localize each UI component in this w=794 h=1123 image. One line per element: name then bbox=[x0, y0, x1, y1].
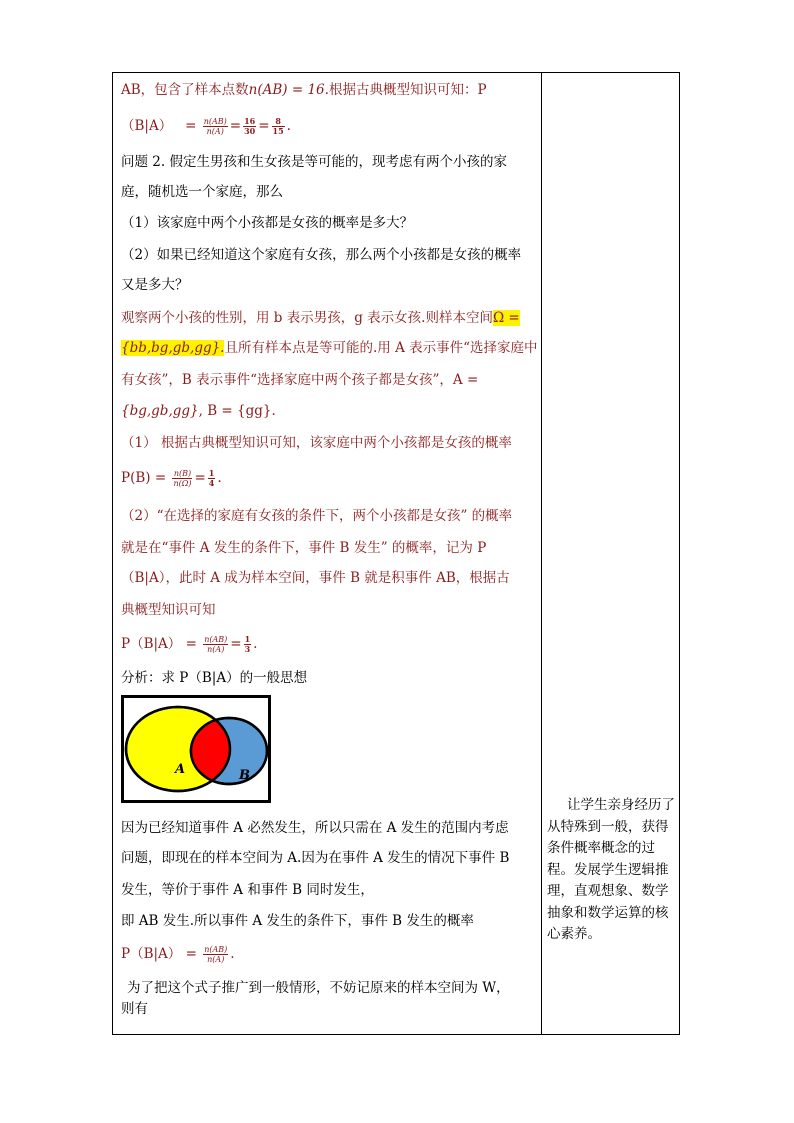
text: = bbox=[185, 118, 197, 134]
column-divider bbox=[541, 73, 542, 1034]
formula-line: （B|A） = $\frac{n(AB)}{n(A)}$ = $\frac{16}{30}$ = $\frac{8}{15}$ . bbox=[121, 116, 291, 136]
text: AB，包含了样本点数 bbox=[121, 82, 249, 98]
text-line bbox=[121, 402, 276, 420]
text-line: 问题 2. 假定生男孩和生女孩是等可能的，现考虑有两个小孩的家 bbox=[121, 154, 507, 170]
text: P(B) = bbox=[121, 470, 167, 486]
text-line: 典概型知识可知 bbox=[121, 602, 216, 618]
text-line: 又是多大？ bbox=[121, 277, 189, 293]
text-line: （2）“在选择的家庭有女孩的条件下，两个小孩都是女孩” 的概率 bbox=[121, 508, 513, 524]
formula-line: P（B|A） = $\frac{n(AB)}{n(A)}$ . bbox=[121, 945, 235, 964]
venn-diagram bbox=[121, 695, 271, 803]
lesson-table bbox=[112, 72, 680, 1035]
fraction: $\frac{1}{3}$ bbox=[244, 634, 251, 654]
text: .根据古典概型知识可知：P bbox=[324, 82, 487, 98]
text-line: 有女孩”，B 表示事件“选择家庭中两个孩子都是女孩”，A = bbox=[121, 372, 479, 388]
fraction: $\frac{n(AB)}{n(A)}$ bbox=[204, 945, 228, 964]
fraction: $\frac{1}{4}$ bbox=[208, 468, 215, 488]
highlight: Ω = bbox=[492, 310, 520, 326]
fraction: $\frac{16}{30}$ bbox=[244, 116, 256, 136]
text: , B = {gg}. bbox=[198, 403, 276, 419]
text: P（B|A） = bbox=[121, 946, 197, 962]
text-line: （1）该家庭中两个小孩都是女孩的概率是多大？ bbox=[121, 215, 414, 231]
formula-line: P（B|A） = $\frac{n(AB)}{n(A)}$ = $\frac{1}{3}$ . bbox=[121, 634, 258, 654]
fraction: $\frac{n(AB)}{n(A)}$ bbox=[204, 635, 228, 654]
text-line: （1） 根据古典概型知识可知，该家庭中两个小孩都是女孩的概率 bbox=[121, 435, 512, 451]
text-line: 因为已经知道事件 A 必然发生，所以只需在 A 发生的范围内考虑 bbox=[121, 820, 509, 836]
text-line: 庭，随机选一个家庭，那么 bbox=[121, 184, 283, 200]
text-line: 问题，即现在的样本空间为 A.因为在事件 A 发生的情况下事件 B bbox=[121, 850, 510, 866]
highlight: {bb,bg,gb,gg}. bbox=[121, 340, 225, 356]
text: （B|A） bbox=[121, 118, 173, 134]
text-line: 即 AB 发生.所以事件 A 发生的条件下，事件 B 发生的概率 bbox=[121, 913, 474, 929]
text-line bbox=[121, 339, 538, 357]
fraction: $\frac{n(B)}{n(\Omega)}$ bbox=[173, 469, 192, 488]
venn-label-b: B bbox=[239, 768, 250, 783]
math: n(AB) = 16 bbox=[248, 82, 325, 98]
text-line: 就是在“事件 A 发生的条件下，事件 B 发生” 的概率，记为 P bbox=[121, 540, 487, 556]
fraction: $\frac{8}{15}$ bbox=[272, 116, 284, 136]
formula-line: P(B) = $\frac{n(B)}{n(\Omega)}$ = $\frac{1}{4}$ . bbox=[121, 468, 222, 488]
text-line bbox=[121, 81, 487, 99]
design-intent-note: 让学生亲身经历了从特殊到一般，获得条件概率概念的过程。发展学生逻辑推理，直观想象、数学抽象和数学运算的核心素养。 bbox=[547, 797, 675, 942]
text: 观察两个小孩的性别，用 b 表示男孩，g 表示女孩.则样本空间 bbox=[121, 310, 493, 326]
venn-label-a: A bbox=[175, 762, 186, 777]
text: P（B|A） = bbox=[121, 636, 197, 652]
text-line: （B|A），此时 A 成为样本空间，事件 B 就是积事件 AB，根据古 bbox=[121, 570, 510, 586]
text-line bbox=[121, 309, 520, 327]
math: {bg,gb,gg} bbox=[121, 403, 199, 419]
text-line: 则有 bbox=[121, 1001, 148, 1017]
text-line: 分析：求 P（B|A）的一般思想 bbox=[121, 670, 308, 686]
fraction: $\frac{n(AB)}{n(A)}$ bbox=[203, 117, 227, 136]
text-line: （2）如果已经知道这个家庭有女孩，那么两个小孩都是女孩的概率 bbox=[121, 247, 522, 263]
text: 且所有样本点是等可能的.用 A 表示事件“选择家庭中 bbox=[224, 340, 538, 356]
text-line: 发生，等价于事件 A 和事件 B 同时发生， bbox=[121, 882, 374, 898]
text-line: 为了把这个式子推广到一般情形，不妨记原来的样本空间为 W， bbox=[127, 980, 510, 996]
